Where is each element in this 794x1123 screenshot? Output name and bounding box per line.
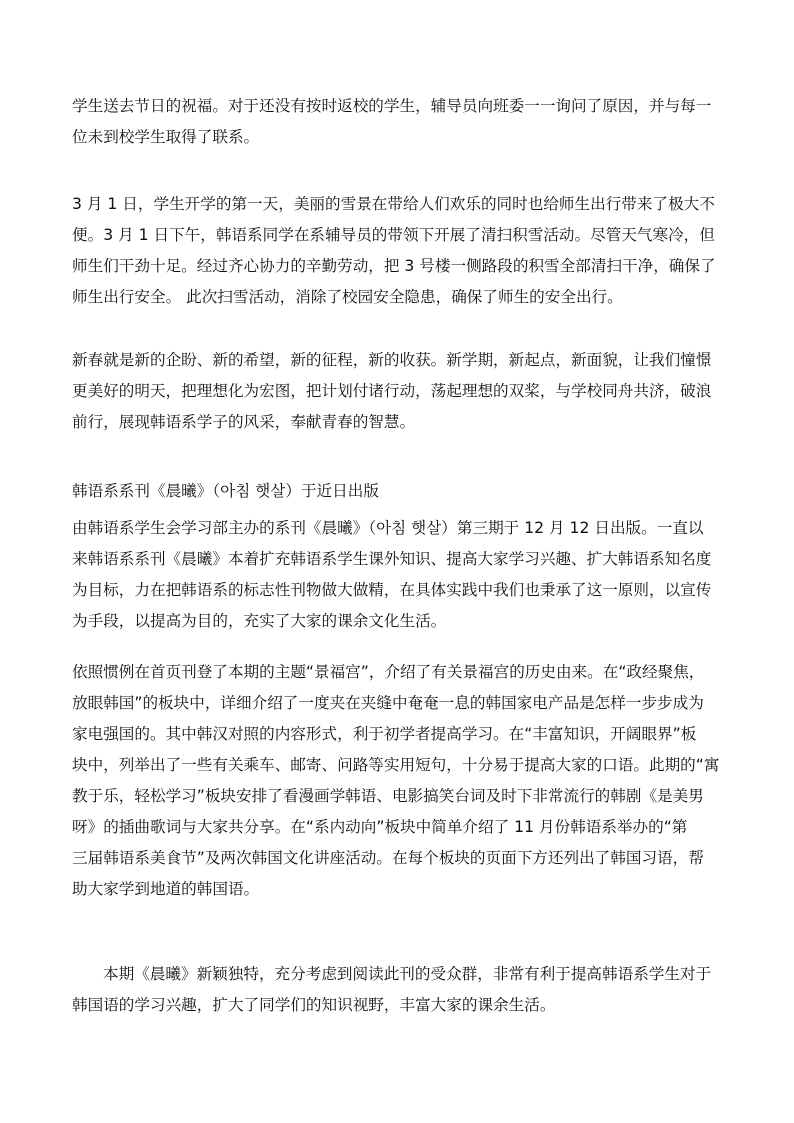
paragraph-snow-clearing	[72, 189, 732, 313]
paragraph-new-semester	[72, 345, 732, 438]
paragraph-journal-intro	[72, 513, 732, 637]
text-line: 家电强国的。其中韩汉对照的内容形式，利于初学者提高学习。在“丰富知识，开阔眼界”板	[72, 725, 697, 743]
text-line: 本期《晨曦》新颖独特，充分考虑到阅读此刊的受众群，非常有利于提高韩语系学生对于	[103, 965, 712, 983]
paragraph-journal-summary	[72, 959, 732, 1021]
text-line: 块中，列举出了一些有关乘车、邮寄、问路等实用短句，十分易于提高大家的口语。此期的“寓	[72, 756, 720, 774]
text-line: 3 月 1 日，学生开学的第一天，美丽的雪景在带给人们欢乐的同时也给师生出行带来了极大不	[72, 195, 715, 213]
text-line: 教于乐，轻松学习”板块安排了看漫画学韩语、电影搞笑台词及时下非常流行的韩剧《是美男	[72, 787, 704, 805]
text-line: 前行，展现韩语系学子的风采，奉献青春的智慧。	[72, 413, 416, 431]
text-line: 学生送去节日的祝福。对于还没有按时返校的学生，辅导员向班委一一询问了原因，并与每一	[72, 97, 712, 115]
text-line: 为手段，以提高为目的，充实了大家的课余文化生活。	[72, 612, 447, 630]
text-line: 呀》的插曲歌词与大家共分享。在“系内动向”板块中简单介绍了 11 月份韩语系举办的“第	[72, 818, 688, 836]
text-line: 韩国语的学习兴趣，扩大了同学们的知识视野，丰富大家的课余生活。	[72, 996, 556, 1014]
text-line: 来韩语系系刊《晨曦》本着扩充韩语系学生课外知识、提高大家学习兴趣、扩大韩语系知名度	[72, 550, 712, 568]
text-line: 为目标，力在把韩语系的标志性刊物做大做精，在具体实践中我们也秉承了这一原则，以宣传	[72, 581, 712, 599]
text-line: 便。3 月 1 日下午，韩语系同学在系辅导员的带领下开展了清扫积雪活动。尽管天气寒冷，但	[72, 226, 715, 244]
text-line: 放眼韩国”的板块中，详细介绍了一度夹在夹缝中奄奄一息的韩国家电产品是怎样一步步成为	[72, 694, 704, 712]
text-line: 三届韩语系美食节”及两次韩国文化讲座活动。在每个板块的页面下方还列出了韩国习语，帮	[72, 849, 704, 867]
paragraph-journal-contents	[72, 657, 732, 905]
text-line: 师生们干劲十足。经过齐心协力的辛勤劳动，把 3 号楼一侧路段的积雪全部清扫干净，确保了	[72, 257, 716, 275]
paragraph-holiday-greetings	[72, 91, 732, 153]
text-line: 由韩语系学生会学习部主办的系刊《晨曦》（아침 햇살）第三期于 12 月 12 日出版。一直以	[72, 519, 704, 537]
article-heading	[72, 476, 732, 507]
text-line: 师生出行安全。 此次扫雪活动，消除了校园安全隐患，确保了师生的安全出行。	[72, 288, 623, 306]
text-line: 位未到校学生取得了联系。	[72, 128, 260, 146]
text-line: 新春就是新的企盼、新的希望，新的征程，新的收获。新学期，新起点，新面貌，让我们憧憬	[72, 351, 712, 369]
text-line: 依照惯例在首页刊登了本期的主题“景福宫”，介绍了有关景福宫的历史由来。在“政经聚焦，	[72, 663, 705, 681]
text-line: 助大家学到地道的韩国语。	[72, 880, 260, 898]
heading-text: 韩语系系刊《晨曦》（아침 햇살）于近日出版	[72, 482, 379, 500]
text-line: 更美好的明天，把理想化为宏图，把计划付诸行动，荡起理想的双桨，与学校同舟共济，破浪	[72, 382, 712, 400]
